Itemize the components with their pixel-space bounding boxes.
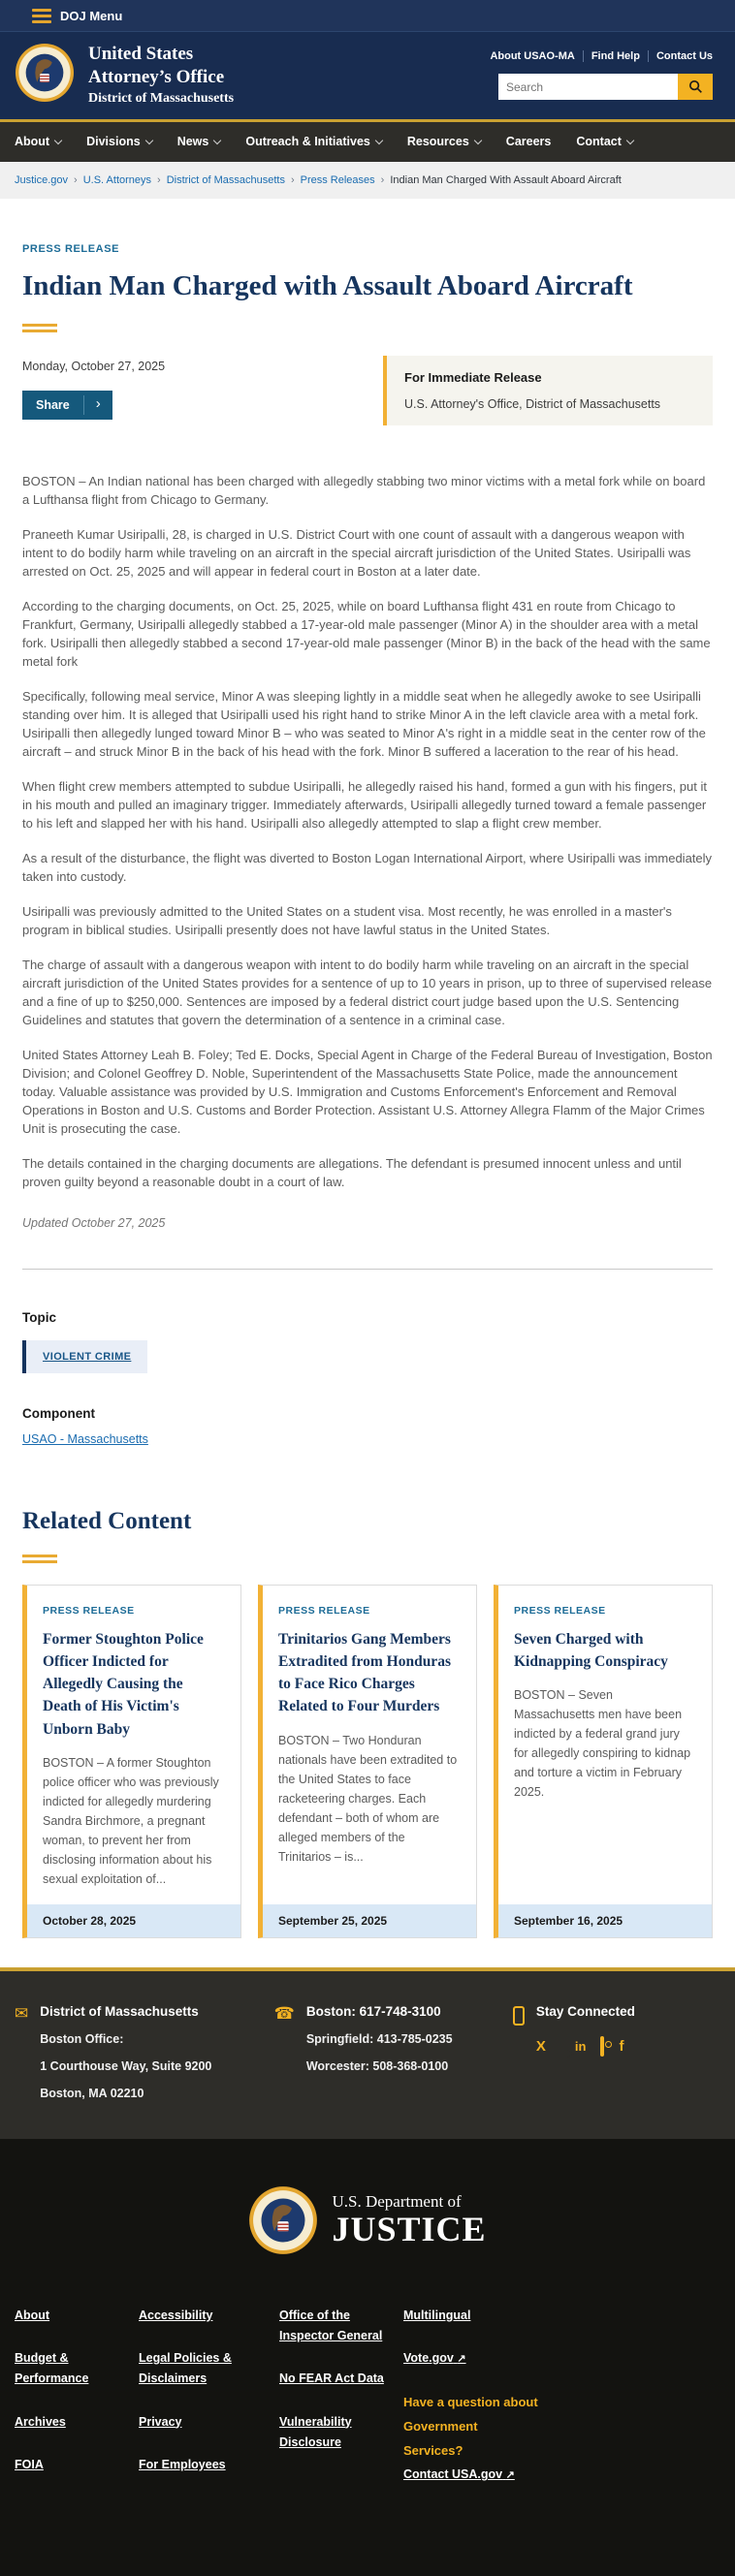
nav-item-about[interactable] <box>15 135 61 148</box>
card-excerpt: BOSTON – Two Honduran nationals have been extradited to the United States to face racketeering charges. Each defendant – both of whom are alleged members of the Trinitarios – is... <box>278 1733 458 1864</box>
footer-address-line: 1 Courthouse Way, Suite 9200 <box>40 2058 212 2073</box>
footer-link-privacy[interactable]: Privacy <box>139 2414 182 2429</box>
doj-seal-footer <box>248 2185 318 2255</box>
chevron-down-icon <box>144 136 152 143</box>
about-usao-link[interactable]: About USAO-MA <box>490 50 575 62</box>
paragraph: BOSTON – An Indian national has been charged with allegedly stabbing two minor victims with a metal fork while on board a Lufthansa flight from Chicago to Germany. <box>22 473 706 507</box>
nav-item-contact[interactable] <box>576 135 633 148</box>
breadcrumb-separator: › <box>290 173 295 186</box>
footer-links-section <box>0 2296 735 2576</box>
chevron-down-icon <box>375 136 383 143</box>
footer-phone-column <box>274 2004 513 2100</box>
mobile-phone-icon <box>513 2006 525 2026</box>
card-date: September 16, 2025 <box>498 1904 712 1937</box>
doj-brand-line2: JUSTICE <box>332 2209 487 2248</box>
paragraph: The charge of assault with a dangerous weapon with intent to do bodily harm while traveling on an aircraft in the special aircraft jurisdiction of the United States provides for a sentence of up to 10 years in prison, up to three of supervised release and a fine of up to $250,000. Sentences are imposed by a federal district court judge based upon the U.S. Sentencing Guidelines and statutes that govern the determination of a sentence in a criminal case. <box>22 957 713 1027</box>
card-kicker: PRESS RELEASE <box>43 1604 135 1617</box>
gold-divider-lines <box>22 324 57 332</box>
share-button-label: Share <box>36 397 70 412</box>
card-excerpt: BOSTON – Seven Massachusetts men have been indicted by a federal grand jury for allegedly conspiring to kidnap and torture a victim in February 2025. <box>514 1688 691 1799</box>
footer-link-contact-usa-gov[interactable] <box>403 2465 539 2485</box>
find-help-link[interactable]: Find Help <box>591 50 640 62</box>
footer-link-about[interactable]: About <box>15 2308 50 2322</box>
divider <box>648 50 649 62</box>
doj-menu-button[interactable] <box>32 9 122 23</box>
footer-contact-section <box>0 1967 735 2139</box>
footer-link-oig[interactable]: Office of the Inspector General <box>279 2308 383 2342</box>
nav-item-careers[interactable] <box>506 135 552 148</box>
paragraph: Specifically, following meal service, Minor A was sleeping lightly in a middle seat when he allegedly awoke to see Usiripalli standing over him. It is alleged that Usiripalli used his right hand to strike Minor A in the left clavicle area with a metal fork. Usiripalli then allegedly lunged toward Minor B – who was seated to Minor A's right in a middle seat in the center row of the aircraft – and struck Minor B in the back of his head with the fork. Minor B suffered a laceration to the rear of his head. <box>22 688 706 759</box>
nav-label: News <box>176 135 209 148</box>
breadcrumb-separator: › <box>380 173 385 186</box>
doj-menu-label: DOJ Menu <box>60 8 123 23</box>
contact-us-link[interactable]: Contact Us <box>655 50 713 62</box>
gold-divider-lines <box>22 1555 57 1563</box>
article-date: Monday, October 27, 2025 <box>22 359 166 373</box>
card-title: Seven Charged with Kidnapping Conspiracy <box>514 1630 668 1670</box>
card-title: Former Stoughton Police Officer Indicted for Allegedly Causing the Death of His Victim's Unborn Baby <box>43 1630 204 1738</box>
release-office: U.S. Attorney's Office, District of Massachusetts <box>404 396 661 411</box>
nav-item-resources[interactable] <box>407 135 481 148</box>
footer-address-column <box>15 2004 274 2100</box>
card-date: September 25, 2025 <box>263 1904 476 1937</box>
footer-link-vote-gov[interactable] <box>403 2348 539 2369</box>
x-twitter-icon[interactable]: X <box>535 2038 546 2056</box>
chevron-right-icon: › <box>95 395 101 412</box>
nav-label: Contact <box>576 135 622 148</box>
related-card-1[interactable] <box>22 1585 241 1938</box>
article-body <box>22 472 713 1191</box>
search-icon <box>688 79 703 94</box>
breadcrumb-separator: › <box>74 173 78 186</box>
taxonomy-section <box>22 1310 713 1448</box>
footer-phone-boston: Boston: 617-748-3100 <box>305 2003 441 2019</box>
office-title-line2: Attorney’s Office <box>88 66 225 87</box>
breadcrumb-current: Indian Man Charged With Assault Aboard Aircraft <box>390 173 622 186</box>
external-link-icon: ↗ <box>457 2353 466 2365</box>
linkedin-icon[interactable]: in <box>574 2039 587 2055</box>
topic-badge-violent-crime[interactable]: VIOLENT CRIME <box>22 1340 147 1373</box>
footer-link-archives[interactable]: Archives <box>15 2414 66 2429</box>
related-card-2[interactable] <box>258 1585 477 1938</box>
card-excerpt: BOSTON – A former Stoughton police officer who was previously indicted for allegedly murdering Sandra Birchmore, a pregnant woman, to prevent her from disclosing information about his sexual exploitation of... <box>43 1755 219 1886</box>
footer-link-legal-policies[interactable]: Legal Policies & Disclaimers <box>139 2351 232 2386</box>
footer-link-no-fear-act[interactable]: No FEAR Act Data <box>279 2372 384 2386</box>
paragraph: Praneeth Kumar Usiripalli, 28, is charged in U.S. District Court with one count of assault with a dangerous weapon with intent to do bodily harm while traveling on an aircraft in the special aircraft jurisdiction of the United States. Usiripalli was arrested on Oct. 25, 2025 and will appear in federal court in Boston at a later date. <box>22 526 691 579</box>
site-footer <box>0 1967 735 2576</box>
search-bar <box>498 74 713 100</box>
divider <box>583 50 584 62</box>
chevron-down-icon <box>213 136 221 143</box>
footer-social-column <box>513 2004 720 2100</box>
footer-link-multilingual[interactable]: Multilingual <box>403 2308 471 2322</box>
share-button[interactable] <box>22 391 112 420</box>
nav-item-outreach[interactable] <box>245 135 382 148</box>
envelope-icon: ✉ <box>15 2003 29 2023</box>
breadcrumb-us-attorneys[interactable]: U.S. Attorneys <box>82 173 152 186</box>
card-kicker: PRESS RELEASE <box>278 1604 370 1617</box>
breadcrumb-district[interactable]: District of Massachusetts <box>166 173 285 186</box>
chevron-down-icon <box>626 136 634 143</box>
chevron-down-icon <box>54 136 62 143</box>
office-title <box>88 43 234 107</box>
footer-phone-worcester: Worcester: 508-368-0100 <box>305 2058 449 2073</box>
press-release-kicker: PRESS RELEASE <box>22 242 120 255</box>
nav-label: Outreach & Initiatives <box>245 135 370 148</box>
footer-links-col2 <box>139 2306 279 2508</box>
footer-office-label: Boston Office: <box>40 2031 124 2046</box>
doj-brand-line1: U.S. Department of <box>332 2191 462 2211</box>
related-content-heading: Related Content <box>22 1507 192 1534</box>
footer-links-col3 <box>279 2306 403 2508</box>
breadcrumb-separator: › <box>157 173 161 186</box>
nav-label: About <box>15 135 50 148</box>
footer-link-vulnerability[interactable]: Vulnerability Disclosure <box>279 2414 352 2449</box>
footer-brand-section <box>0 2139 735 2296</box>
paragraph: As a result of the disturbance, the flight was diverted to Boston Logan International Airport, where Usiripalli was immediately taken into custody. <box>22 850 713 884</box>
topic-heading: Topic <box>22 1309 56 1325</box>
card-kicker: PRESS RELEASE <box>514 1604 606 1617</box>
card-title: Trinitarios Gang Members Extradited from Honduras to Face Rico Charges Related to Four Murders <box>278 1630 451 1715</box>
updated-date: Updated October 27, 2025 <box>22 1215 166 1230</box>
search-input[interactable] <box>498 74 678 100</box>
paragraph: Usiripalli was previously admitted to the United States on a student visa. Most recently, he was enrolled in a master's program in biblical studies. Usiripalli presently does not have lawful status in the United States. <box>22 903 672 937</box>
main-nav <box>0 119 735 162</box>
instagram-icon[interactable] <box>600 2038 604 2056</box>
doj-seal-logo <box>15 43 75 103</box>
footer-district-heading: District of Massachusetts <box>40 2003 199 2019</box>
phone-icon: ☎ <box>273 2003 295 2023</box>
paragraph: United States Attorney Leah B. Foley; Ted E. Docks, Special Agent in Charge of the Federal Bureau of Investigation, Boston Division; and Colonel Geoffrey D. Noble, Superintendent of the Massachusetts State Police, made the announcement today. Valuable assistance was provided by U.S. Immigration and Customs Enforcement's Enforcement and Removal Operations in Boston and U.S. Customs and Border Protection. Assistant U.S. Attorney Allegra Flamm of the Major Crimes Unit is prosecuting the case. <box>22 1047 713 1136</box>
component-link-usao-massachusetts[interactable]: USAO - Massachusetts <box>22 1431 148 1446</box>
site-header <box>0 31 735 119</box>
link-label: Vote.gov <box>403 2351 454 2365</box>
nav-label: Resources <box>406 135 469 148</box>
footer-link-accessibility[interactable]: Accessibility <box>139 2308 213 2322</box>
card-date: October 28, 2025 <box>27 1904 240 1937</box>
footer-link-foia[interactable]: FOIA <box>15 2457 44 2471</box>
external-link-icon: ↗ <box>505 2469 515 2482</box>
release-label: For Immediate Release <box>404 369 542 385</box>
page-title: Indian Man Charged with Assault Aboard Aircraft <box>22 269 633 301</box>
doj-top-bar <box>0 0 735 31</box>
footer-link-budget[interactable]: Budget & Performance <box>15 2351 89 2386</box>
stay-connected-heading: Stay Connected <box>535 2003 635 2019</box>
footer-address-city: Boston, MA 02210 <box>40 2086 144 2100</box>
related-content-section <box>0 1448 735 1967</box>
search-button[interactable] <box>678 74 713 100</box>
nav-label: Careers <box>505 135 552 148</box>
paragraph: According to the charging documents, on Oct. 25, 2025, while on board Lufthansa flight 431 en route from Chicago to Frankfurt, Germany, Usiripalli allegedly stabbed a 17-year-old male passenger (Minor A) in the shoulder area with a metal fork. Usiripalli then allegedly stabbed a second 17-year-old male passenger (Minor B) in the back of the head with the same metal fork <box>22 598 711 669</box>
facebook-icon[interactable]: f <box>619 2038 624 2056</box>
footer-link-for-employees[interactable]: For Employees <box>139 2457 226 2471</box>
nav-item-news[interactable] <box>177 135 221 148</box>
chevron-down-icon <box>474 136 482 143</box>
immediate-release-box <box>383 356 713 425</box>
gov-services-question: Have a question about Government Services? <box>403 2395 538 2458</box>
footer-links-col1 <box>15 2306 139 2508</box>
nav-label: Divisions <box>86 135 141 148</box>
hamburger-icon <box>32 9 51 23</box>
footer-phone-springfield: Springfield: 413-785-0235 <box>305 2031 453 2046</box>
section-divider <box>22 1269 713 1270</box>
office-title-line3: District of Massachusetts <box>88 90 235 106</box>
footer-links-col4 <box>403 2306 539 2508</box>
breadcrumb <box>0 162 735 199</box>
link-label: Contact USA.gov <box>403 2467 503 2482</box>
breadcrumb-justice-gov[interactable]: Justice.gov <box>15 173 69 186</box>
breadcrumb-press-releases[interactable]: Press Releases <box>300 173 375 186</box>
utility-links <box>490 50 713 62</box>
office-title-line1: United States <box>88 44 194 64</box>
paragraph: When flight crew members attempted to subdue Usiripalli, he allegedly raised his hand, formed a gun with his fingers, put it in his mouth and pulled an imaginary trigger. Immediately afterwards, Usiripalli allegedly turned toward a female passenger to his left and slapped her with his hand. Usiripalli also allegedly attempted to slap a flight crew member. <box>22 778 707 831</box>
related-card-3[interactable] <box>494 1585 713 1938</box>
press-release-article <box>0 199 735 1448</box>
nav-item-divisions[interactable] <box>86 135 152 148</box>
paragraph: The details contained in the charging documents are allegations. The defendant is presumed innocent unless and until proven guilty beyond a reasonable doubt in a court of law. <box>22 1155 682 1189</box>
component-heading: Component <box>22 1405 95 1421</box>
